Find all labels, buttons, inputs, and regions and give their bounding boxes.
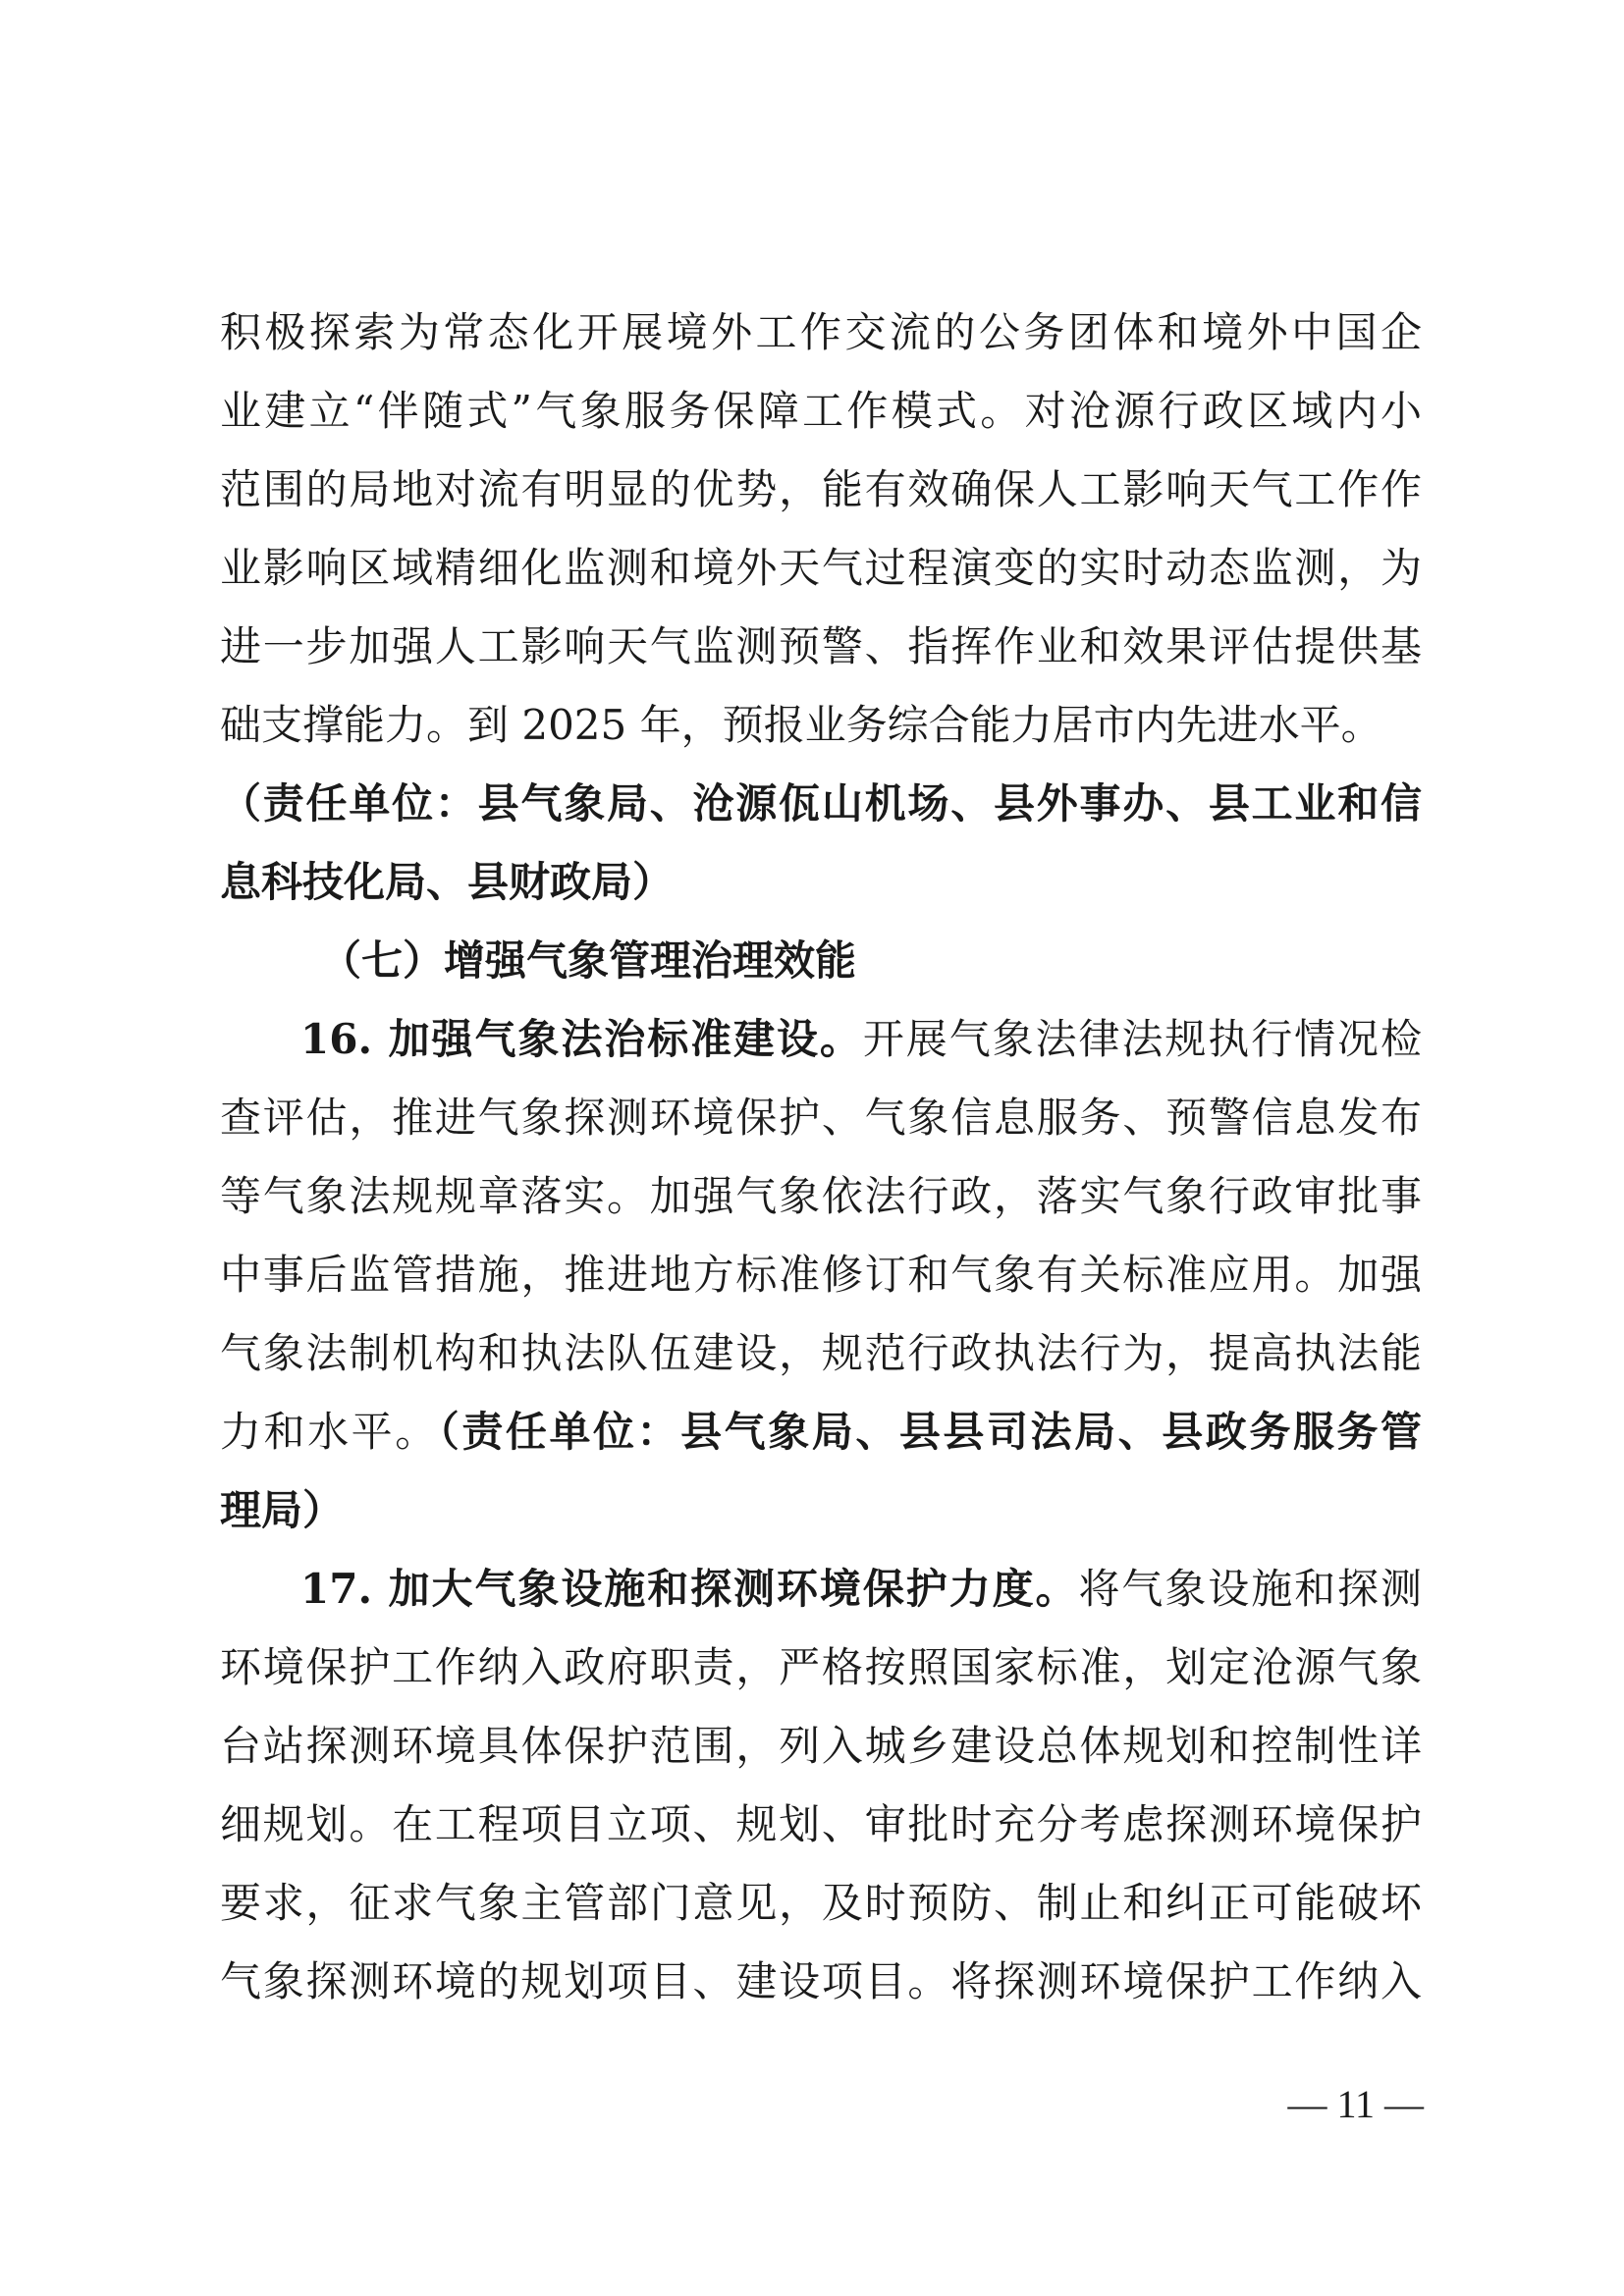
page-number: — 11 — (1287, 2082, 1424, 2126)
item-17-first-line (300, 1554, 1422, 1625)
paragraph-line: 台站探测环境具体保护范围，列入城乡建设总体规划和控制性详 (220, 1722, 1422, 1770)
paragraph-line: 气象法制机构和执法队伍建设，规范行政执法行为，提高执法能 (220, 1329, 1422, 1377)
paragraph-line: 中事后监管措施，推进地方标准修订和气象有关标准应用。加强 (220, 1251, 1422, 1299)
paragraph-line: 业影响区域精细化监测和境外天气过程演变的实时动态监测，为 (220, 544, 1422, 592)
paragraph-text: 力和水平。 (220, 1408, 439, 1456)
paragraph-line: 环境保护工作纳入政府职责，严格按照国家标准，划定沧源气象 (220, 1643, 1422, 1691)
paragraph-line: 业建立“伴随式”气象服务保障工作模式。对沧源行政区域内小 (220, 387, 1422, 435)
responsibility-line: （责任单位：县气象局、沧源佤山机场、县外事办、县工业和信 (220, 779, 1422, 828)
item-16-text: 开展气象法律法规执行情况检 (862, 1015, 1422, 1063)
item-16-first-line (300, 1004, 1422, 1075)
section-heading: （七）增强气象管理治理效能 (320, 936, 857, 985)
item-16-responsibility-line (220, 1397, 1422, 1468)
paragraph-line: 查评估，推进气象探测环境保护、气象信息服务、预警信息发布 (220, 1094, 1422, 1142)
paragraph-line: 础支撑能力。到 2025 年，预报业务综合能力居市内先进水平。 (220, 701, 1382, 749)
responsibility-text: （责任单位：县气象局、县县司法局、县政务服务管 (438, 1408, 1422, 1456)
responsibility-line: 息科技化局、县财政局） (220, 858, 675, 906)
item-17-title: 17. 加大气象设施和探测环境保护力度。 (300, 1565, 1079, 1613)
paragraph-line: 积极探索为常态化开展境外工作交流的公务团体和境外中国企 (220, 308, 1422, 356)
paragraph-line: 细规划。在工程项目立项、规划、审批时充分考虑探测环境保护 (220, 1800, 1422, 1848)
item-17-text: 将气象设施和探测 (1078, 1565, 1422, 1613)
item-16-title: 16. 加强气象法治标准建设。 (300, 1015, 863, 1063)
paragraph-line: 范围的局地对流有明显的优势，能有效确保人工影响天气工作作 (220, 465, 1422, 513)
paragraph-line: 进一步加强人工影响天气监测预警、指挥作业和效果评估提供基 (220, 622, 1422, 670)
paragraph-line: 等气象法规规章落实。加强气象依法行政，落实气象行政审批事 (220, 1172, 1422, 1220)
paragraph-line: 要求，征求气象主管部门意见，及时预防、制止和纠正可能破坏 (220, 1879, 1422, 1927)
paragraph-line: 气象探测环境的规划项目、建设项目。将探测环境保护工作纳入 (220, 1957, 1422, 2005)
responsibility-line: 理局） (220, 1486, 345, 1534)
